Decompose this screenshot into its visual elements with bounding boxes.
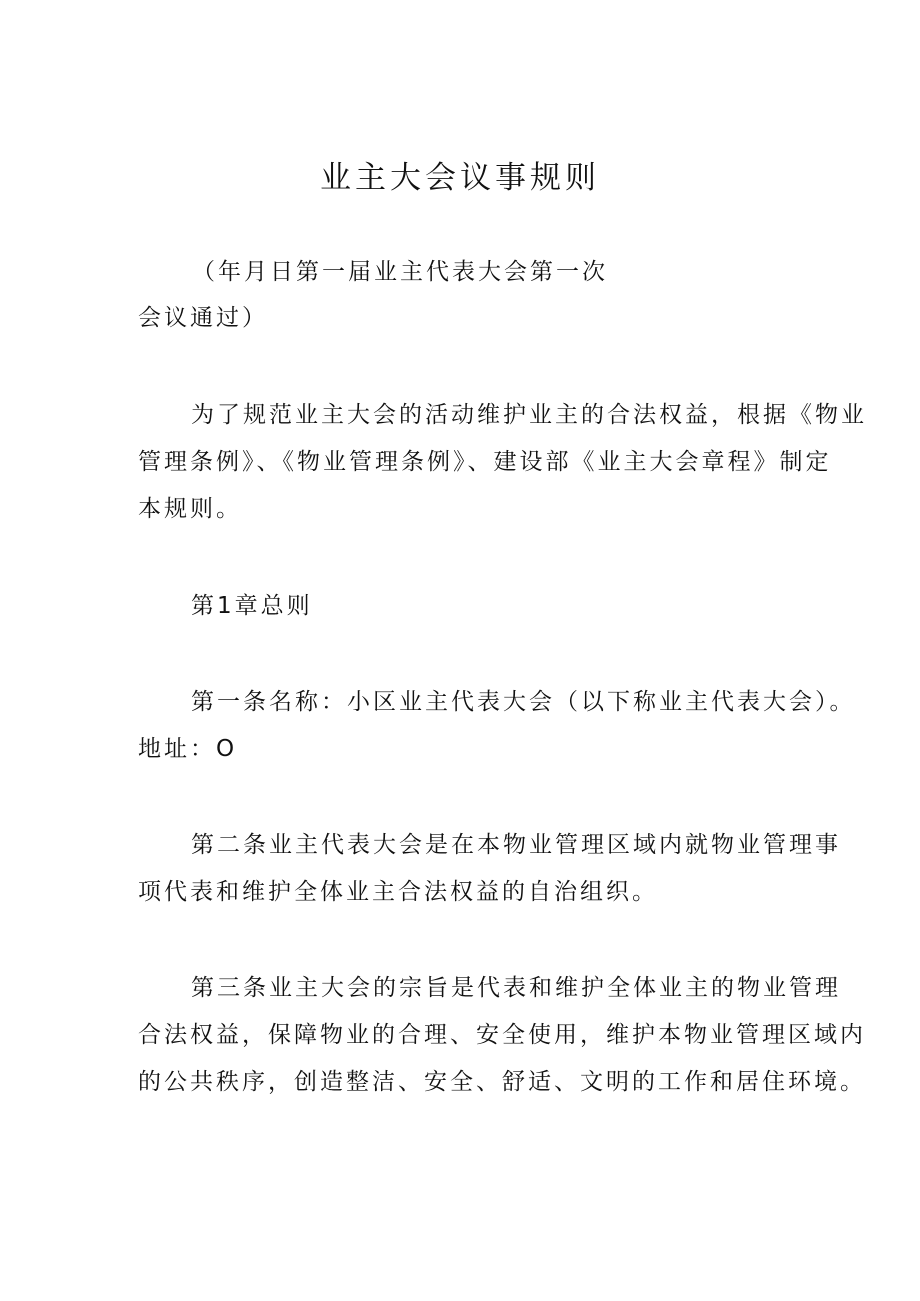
adoption-note-line-1: （年月日第一届业主代表大会第一次 — [192, 259, 608, 285]
article-3-line-3: 的公共秩序，创造整洁、安全、舒适、文明的工作和居住环境。 — [138, 1069, 866, 1095]
preamble-line-2: 管理条例》、《物业管理条例》、建设部《业主大会章程》制定 — [138, 449, 832, 475]
article-3-line-1: 第三条业主大会的宗旨是代表和维护全体业主的物业管理 — [191, 975, 841, 1001]
article-3-line-2: 合法权益，保障物业的合理、安全使用，维护本物业管理区域内 — [138, 1022, 866, 1048]
article-2-line-2: 项代表和维护全体业主合法权益的自治组织。 — [138, 879, 658, 905]
chapter-1-heading: 第1章总则 — [191, 593, 313, 619]
preamble-line-3: 本规则。 — [138, 496, 242, 522]
document-title: 业主大会议事规则 — [320, 160, 600, 196]
adoption-note-line-2: 会议通过） — [138, 305, 268, 331]
preamble-line-1: 为了规范业主大会的活动维护业主的合法权益，根据《物业 — [191, 402, 867, 428]
article-1-line-1: 第一条名称：小区业主代表大会（以下称业主代表大会）。 — [191, 689, 856, 715]
article-1-line-2: 地址：O — [138, 736, 238, 762]
article-2-line-1: 第二条业主代表大会是在本物业管理区域内就物业管理事 — [191, 832, 841, 858]
